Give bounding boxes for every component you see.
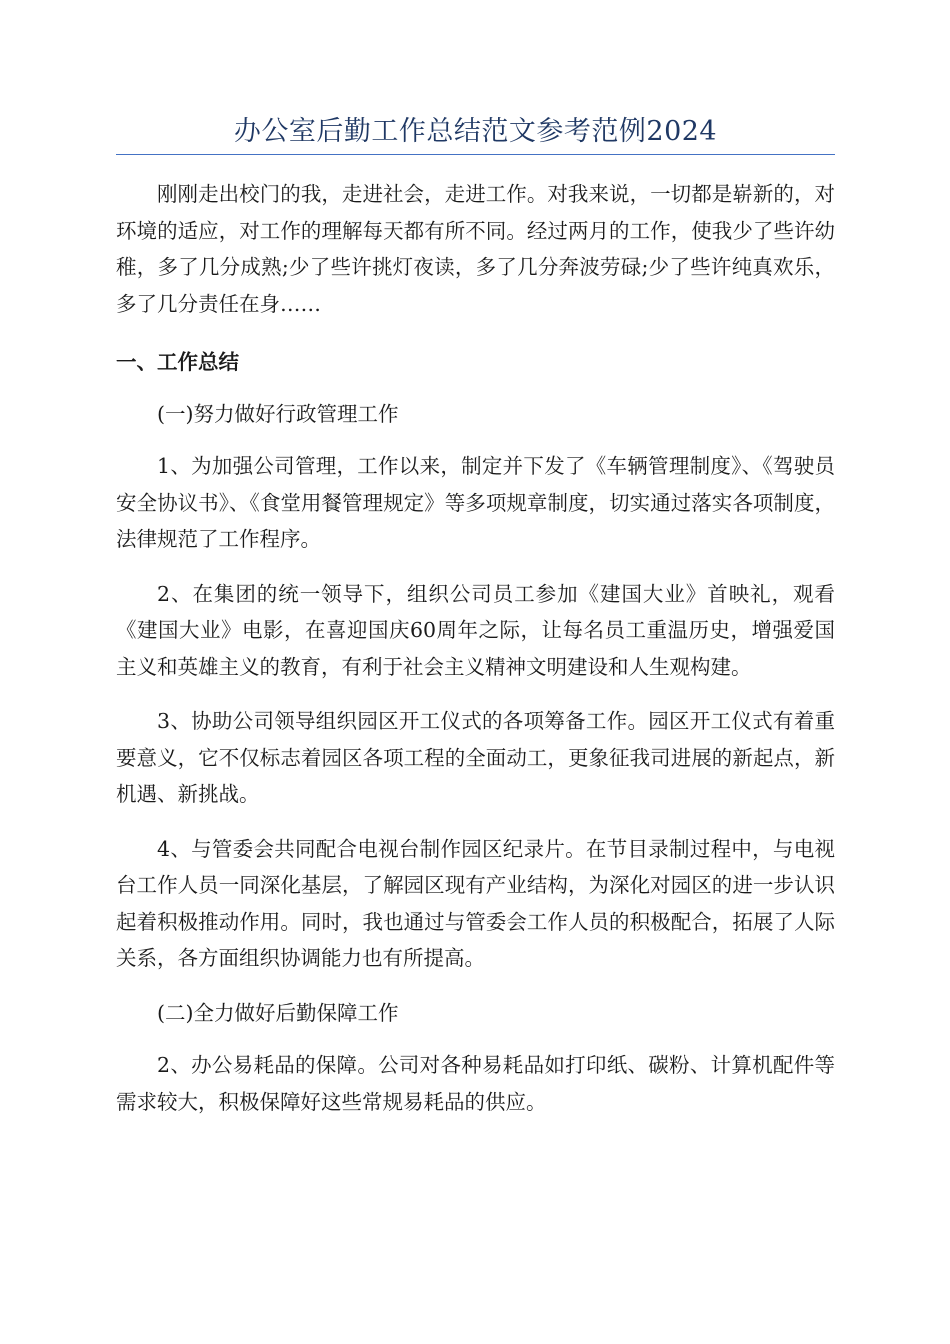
subsection-heading-logistics: (二)全力做好后勤保障工作	[157, 1000, 399, 1025]
logistics-item-2: 2、办公易耗品的保障。公司对各种易耗品如打印纸、碳粉、计算机配件等需求较大，积极保障好这些常规易耗品的供应。	[116, 1053, 835, 1114]
admin-item-1: 1、为加强公司管理，工作以来，制定并下发了《车辆管理制度》、《驾驶员安全协议书》、《食堂用餐管理规定》等多项规章制度，切实通过落实各项制度，法律规范了工作程序。	[116, 454, 835, 551]
subsection-heading-admin: (一)努力做好行政管理工作	[157, 401, 399, 426]
intro-paragraph: 刚刚走出校门的我，走进社会，走进工作。对我来说，一切都是崭新的，对环境的适应，对工作的理解每天都有所不同。经过两月的工作，使我少了些许幼稚，多了几分成熟;少了些许挑灯夜读，多了几分奔波劳碌;少了些许纯真欢乐，多了几分责任在身……	[116, 182, 835, 316]
admin-item-3: 3、协助公司领导组织园区开工仪式的各项筹备工作。园区开工仪式有着重要意义，它不仅标志着园区各项工程的全面动工，更象征我司进展的新起点，新机遇、新挑战。	[116, 709, 835, 806]
admin-item-4: 4、与管委会共同配合电视台制作园区纪录片。在节目录制过程中，与电视台工作人员一同深化基层，了解园区现有产业结构，为深化对园区的进一步认识起着积极推动作用。同时，我也通过与管委会工作人员的积极配合，拓展了人际关系，各方面组织协调能力也有所提高。	[116, 836, 835, 970]
admin-item-2: 2、在集团的统一领导下，组织公司员工参加《建国大业》首映礼，观看《建国大业》电影，在喜迎国庆60周年之际，让每名员工重温历史，增强爱国主义和英雄主义的教育，有利于社会主义精神文明建设和人生观构建。	[116, 581, 835, 679]
document-title: 办公室后勤工作总结范文参考范例2024	[233, 116, 718, 147]
document-body	[116, 176, 835, 1138]
section-heading-work-summary: 一、工作总结	[116, 350, 239, 374]
title-underline	[116, 154, 835, 155]
